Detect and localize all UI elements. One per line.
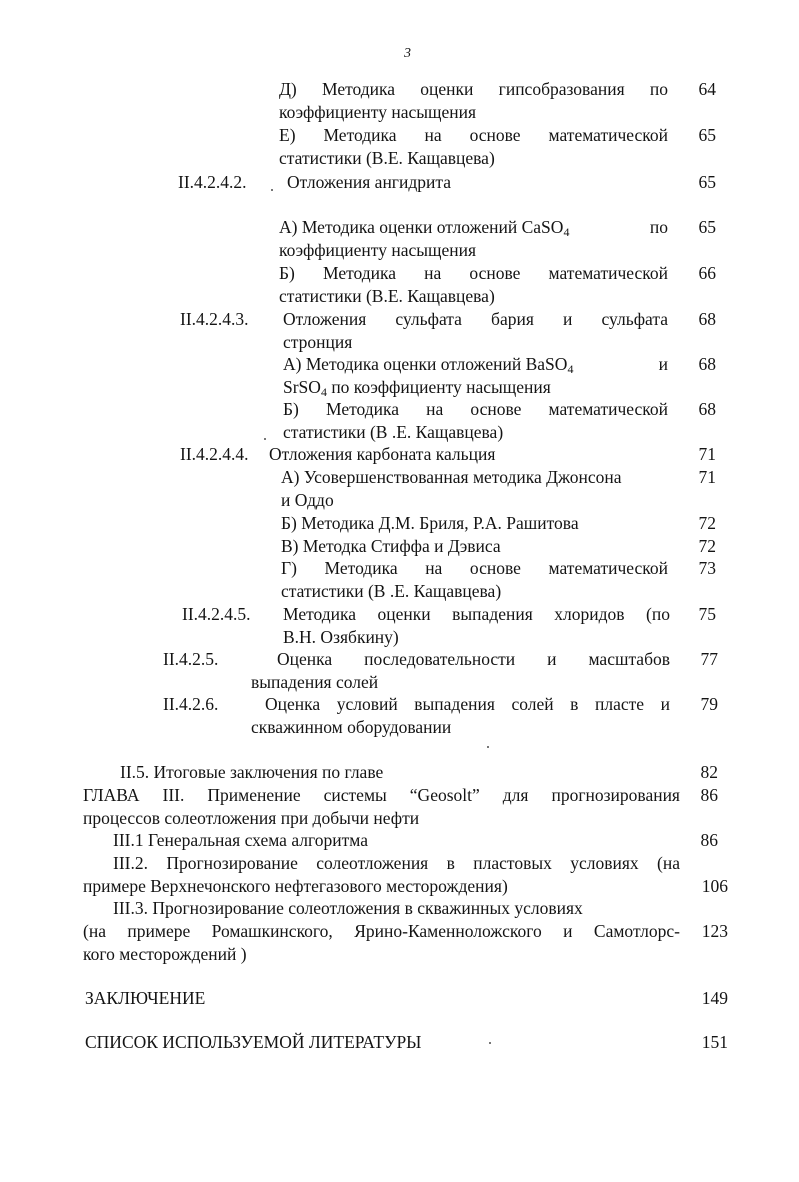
toc-section-number: II.4.2.4.3.: [180, 309, 249, 329]
toc-page-number: 66: [698, 263, 716, 283]
toc-section-number: II.4.2.5.: [163, 649, 219, 669]
toc-page-number: 65: [698, 217, 716, 237]
toc-page-number: 72: [698, 513, 716, 533]
toc-page-number: 106: [701, 876, 728, 896]
toc-page-number: 149: [701, 988, 728, 1008]
toc-entry-text: SrSO$_4$ по коэффициенту насыщения: [283, 377, 551, 399]
scan-speck: [487, 746, 489, 748]
toc-page-number: 64: [698, 79, 716, 99]
toc-entry-text: Б) Методика Д.М. Бриля, Р.А. Рашитова: [281, 513, 579, 533]
toc-entry-text: примере Верхнечонского нефтегазового месторождения): [83, 876, 508, 896]
toc-entry-text: кого месторождений ): [83, 944, 247, 964]
toc-page-number: 86: [700, 830, 718, 850]
toc-entry-text: III.2. Прогнозирование солеотложения в пластовых условиях (на: [113, 853, 680, 873]
toc-entry-text: В) Методка Стиффа и Дэвиса: [281, 536, 501, 556]
toc-entry-text: процессов солеотложения при добычи нефти: [83, 808, 420, 828]
toc-section-number: II.4.2.4.5.: [182, 604, 251, 624]
toc-page-number: 65: [698, 172, 716, 192]
toc-page-number: 123: [701, 921, 728, 941]
toc-section-number: II.4.2.4.2.: [178, 172, 247, 192]
toc-entry-text: Б) Методика на основе математической: [279, 263, 668, 283]
toc-page-number: 73: [698, 558, 716, 578]
page-number: 3: [404, 46, 411, 61]
chapter-heading: ГЛАВА III. Применение системы “Geosolt” для прогнозирования: [83, 785, 680, 805]
toc-page-number: 71: [698, 467, 716, 487]
toc-entry-text: III.3. Прогнозирование солеотложения в скважинных условиях: [113, 898, 583, 918]
toc-entry-text: Отложения ангидрита: [287, 172, 452, 192]
toc-page-number: 65: [698, 125, 716, 145]
toc-entry-text: III.1 Генеральная схема алгоритма: [113, 830, 368, 850]
toc-page-number: 151: [701, 1032, 728, 1052]
toc-entry-text: коэффициенту насыщения: [279, 102, 477, 122]
toc-page-number: 75: [698, 604, 716, 624]
toc-entry-text: А) Усовершенствованная методика Джонсона: [281, 467, 622, 487]
toc-entry-text: А) Методика оценки отложений BaSO$_4$ и: [283, 354, 668, 376]
toc-page-number: 82: [700, 762, 718, 782]
toc-entry-text: (на примере Ромашкинского, Ярино-Каменноложского и Самотлорс-: [83, 921, 680, 941]
toc-page-number: 68: [698, 309, 716, 329]
scan-speck: [264, 438, 266, 440]
conclusion-heading: ЗАКЛЮЧЕНИЕ: [85, 988, 206, 1008]
toc-entry-text: статистики (В.Е. Кащавцева): [279, 286, 495, 306]
toc-entry-text: Д) Методика оценки гипсобразования по: [279, 79, 668, 99]
toc-entry-text: А) Методика оценки отложений CaSO$_4$ по: [279, 217, 668, 239]
toc-entry-text: Оценка последовательности и масштабов: [277, 649, 670, 669]
toc-entry-text: В.Н. Озябкину): [283, 627, 399, 647]
toc-entry-text: Г) Методика на основе математической: [281, 558, 668, 578]
toc-section-number: II.4.2.6.: [163, 694, 219, 714]
toc-page-number: 79: [700, 694, 718, 714]
toc-entry-text: и Оддо: [281, 490, 334, 510]
toc-entry-text: статистики (В .Е. Кащавцева): [283, 422, 504, 442]
toc-page-number: 68: [698, 354, 716, 374]
toc-entry-text: стронция: [283, 332, 353, 352]
toc-entry-text: Отложения карбоната кальция: [269, 444, 496, 464]
toc-entry-text: II.5. Итоговые заключения по главе: [120, 762, 384, 782]
toc-page-number: 71: [698, 444, 716, 464]
toc-page-number: 72: [698, 536, 716, 556]
scan-speck: [271, 189, 273, 191]
scan-speck: [489, 1042, 491, 1044]
toc-entry-text: статистики (В .Е. Кащавцева): [281, 581, 502, 601]
toc-section-number: II.4.2.4.4.: [180, 444, 249, 464]
toc-page-number: 77: [700, 649, 718, 669]
toc-page-number: 86: [700, 785, 718, 805]
toc-entry-text: Оценка условий выпадения солей в пласте и: [265, 694, 670, 714]
toc-entry-text: статистики (В.Е. Кащавцева): [279, 148, 495, 168]
toc-entry-text: выпадения солей: [251, 672, 379, 692]
toc-page-number: 68: [698, 399, 716, 419]
toc-entry-text: скважинном оборудовании: [251, 717, 452, 737]
toc-entry-text: Отложения сульфата бария и сульфата: [283, 309, 668, 329]
toc-entry-text: коэффициенту насыщения: [279, 240, 477, 260]
toc-entry-text: Е) Методика на основе математической: [279, 125, 668, 145]
toc-entry-text: Б) Методика на основе математической: [283, 399, 668, 419]
toc-entry-text: Методика оценки выпадения хлоридов (по: [283, 604, 670, 624]
references-heading: СПИСОК ИСПОЛЬЗУЕМОЙ ЛИТЕРАТУРЫ: [85, 1032, 422, 1052]
